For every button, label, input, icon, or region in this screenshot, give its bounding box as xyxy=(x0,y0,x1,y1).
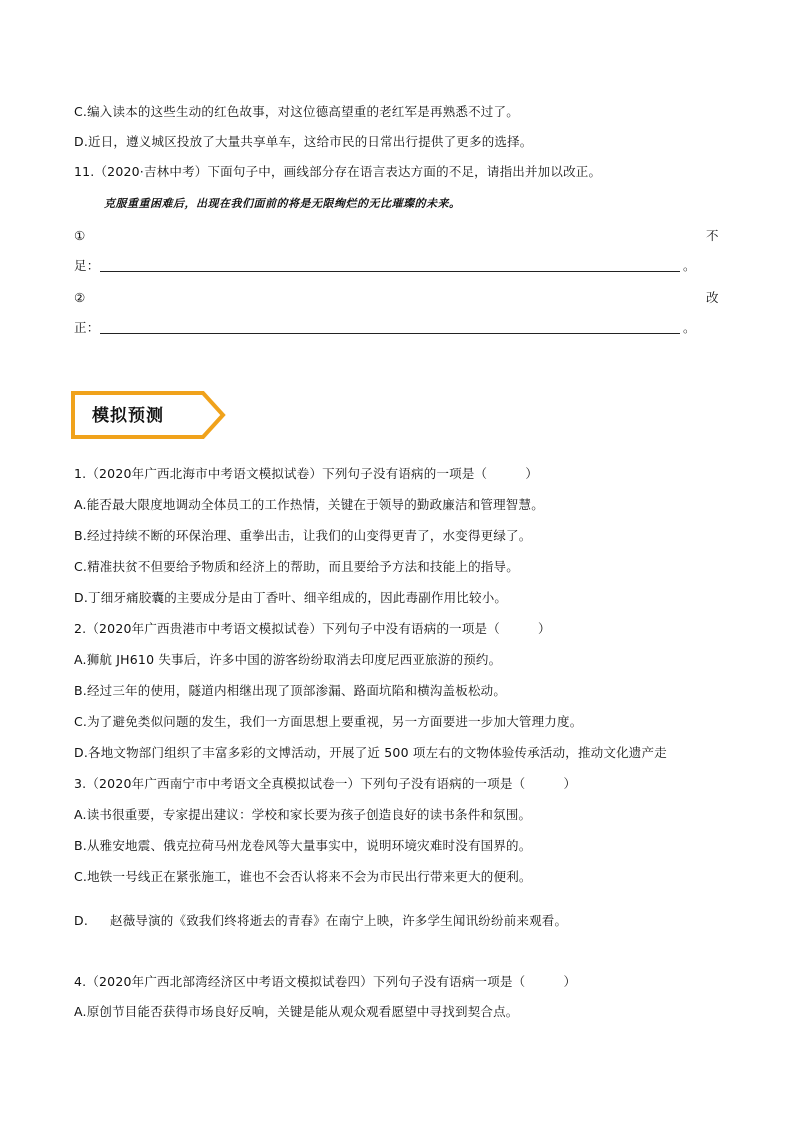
option-c: C.编入读本的这些生动的红色故事，对这位德高望重的老红军是再熟悉不过了。 xyxy=(74,104,519,119)
question-3-option-c: C.地铁一号线正在紧张施工，谁也不会否认将来不会为市民出行带来更大的便利。 xyxy=(74,869,532,884)
question-11-sentence: 克服重重困难后，出现在我们面前的将是无限绚烂的无比璀璨的未来。 xyxy=(104,197,461,210)
question-1-stem: 1.（2020年广西北海市中考语文模拟试卷）下列句子没有语病的一项是（ ） xyxy=(74,466,539,481)
question-3-option-d: 赵薇导演的《致我们终将逝去的青春》在南宁上映，许多学生闻讯纷纷前来观看。 xyxy=(110,913,568,928)
blank-1-tail: 不 xyxy=(706,228,719,243)
question-4-option-a: A.原创节目能否获得市场良好反响，关键是能从观众观看愿望中寻找到契合点。 xyxy=(74,1004,519,1019)
section-title: 模拟预测 xyxy=(92,406,164,426)
question-1-option-b: B.经过持续不断的环保治理、重拳出击，让我们的山变得更青了，水变得更绿了。 xyxy=(74,528,532,543)
question-3-option-d-label: D. xyxy=(74,913,88,928)
question-2-stem: 2.（2020年广西贵港市中考语文模拟试卷）下列句子中没有语病的一项是（ ） xyxy=(74,621,551,636)
question-3-option-a: A.读书很重要，专家提出建议：学校和家长要为孩子创造良好的读书条件和氛围。 xyxy=(74,807,532,822)
question-11-stem: 11.（2020·吉林中考）下面句子中，画线部分存在语言表达方面的不足，请指出并加以改正。 xyxy=(74,164,602,179)
option-d: D.近日，遵义城区投放了大量共享单车，这给市民的日常出行提供了更多的选择。 xyxy=(74,134,533,149)
blank-2-label: 正： xyxy=(74,320,100,335)
question-4-stem: 4.（2020年广西北部湾经济区中考语文模拟试卷四）下列句子没有语病一项是（ ） xyxy=(74,974,577,989)
question-1-option-c: C.精准扶贫不但要给予物质和经济上的帮助，而且要给予方法和技能上的指导。 xyxy=(74,559,519,574)
blank-2-period: 。 xyxy=(683,320,696,335)
question-1-option-a: A.能否最大限度地调动全体员工的工作热情，关键在于领导的勤政廉洁和管理智慧。 xyxy=(74,497,544,512)
question-2-option-b: B.经过三年的使用，隧道内相继出现了顶部渗漏、路面坑陷和横沟盖板松动。 xyxy=(74,683,507,698)
question-3-option-b: B.从雅安地震、俄克拉荷马州龙卷风等大量事实中，说明环境灾难时没有国界的。 xyxy=(74,838,532,853)
answer-line-2[interactable] xyxy=(100,333,680,334)
blank-1-label: 足： xyxy=(74,258,100,273)
question-3-stem: 3.（2020年广西南宁市中考语文全真模拟试卷一）下列句子没有语病的一项是（ ） xyxy=(74,776,577,791)
blank-1-period: 。 xyxy=(683,258,696,273)
blank-2-marker: ② xyxy=(74,290,86,305)
answer-line-1[interactable] xyxy=(100,271,680,272)
question-2-option-c: C.为了避免类似问题的发生，我们一方面思想上要重视，另一方面要进一步加大管理力度。 xyxy=(74,714,583,729)
question-2-option-a: A.狮航 JH610 失事后，许多中国的游客纷纷取消去印度尼西亚旅游的预约。 xyxy=(74,652,502,667)
question-2-option-d: D.各地文物部门组织了丰富多彩的文博活动，开展了近 500 项左右的文物体验传承活动，推动文化遗产走 xyxy=(74,745,667,760)
blank-2-tail: 改 xyxy=(706,290,719,305)
question-1-option-d: D.丁细牙痛胶囊的主要成分是由丁香叶、细辛组成的，因此毒副作用比较小。 xyxy=(74,590,508,605)
blank-1-marker: ① xyxy=(74,228,86,243)
